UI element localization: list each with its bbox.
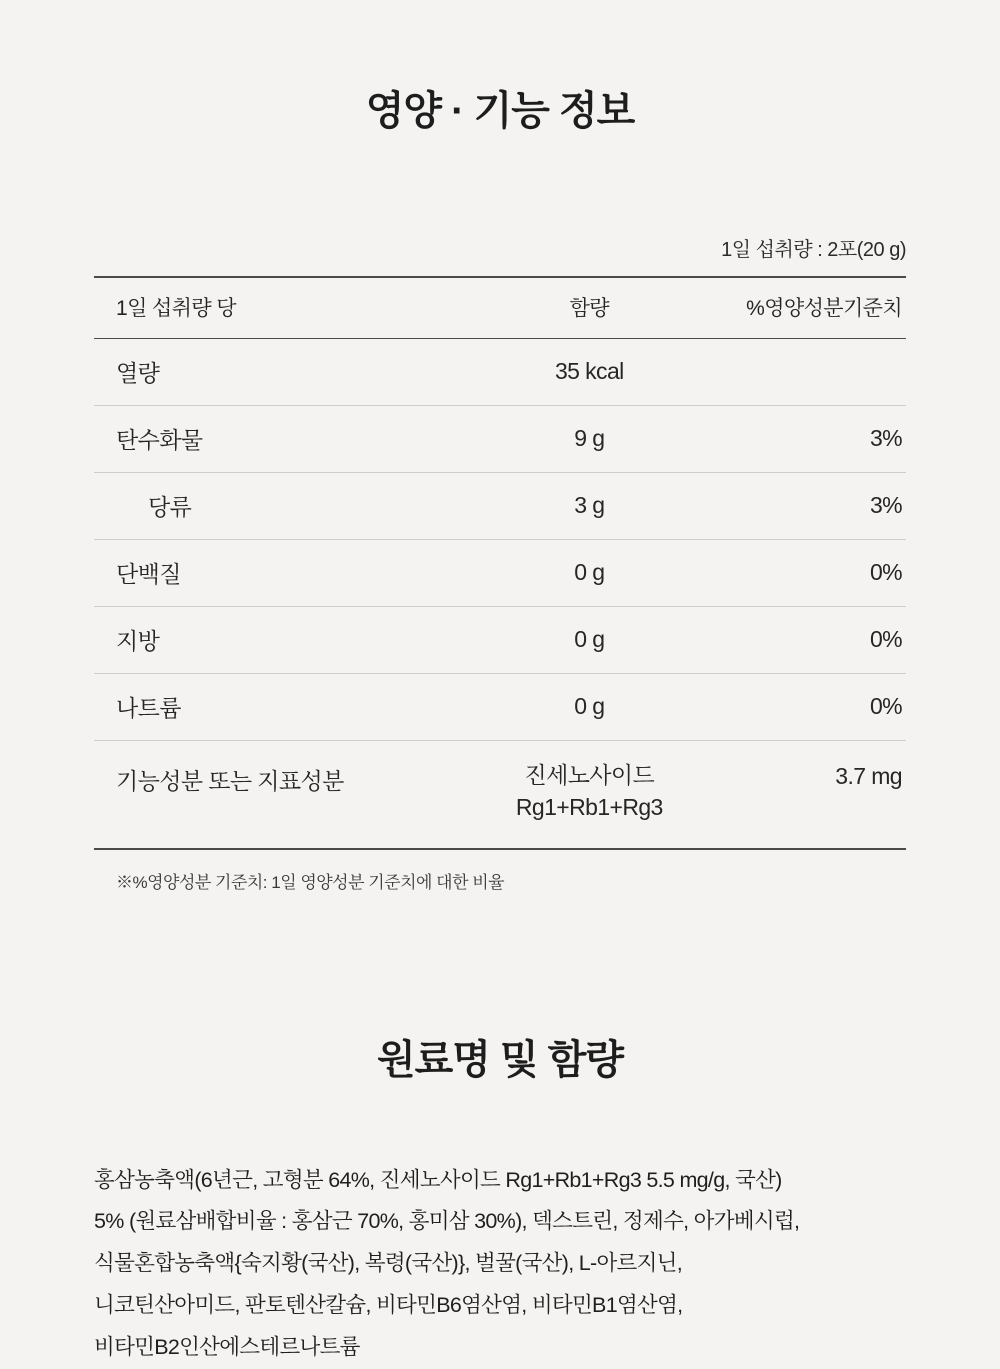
table-row — [94, 472, 906, 539]
table-row — [94, 606, 906, 673]
table-row — [94, 539, 906, 606]
table-row — [94, 673, 906, 740]
row-percent-carbohydrate: 3% — [711, 405, 906, 472]
functional-ingredient-line2: Rg1+Rb1+Rg3 — [468, 791, 712, 824]
functional-ingredient-line1: 진세노사이드 — [524, 762, 654, 788]
ingredients-list — [94, 1112, 906, 1369]
nutrition-facts-table — [94, 276, 906, 850]
row-label-calories: 열량 — [94, 338, 468, 405]
ingredients-line: 식물혼합농축액{숙지황(국산), 복령(국산)}, 벌꿀(국산), L-아르지닌, — [94, 1243, 906, 1285]
row-percent-protein: 0% — [711, 539, 906, 606]
row-amount-sodium: 0 g — [468, 673, 712, 740]
row-label-protein: 단백질 — [94, 539, 468, 606]
row-amount-fat: 0 g — [468, 606, 712, 673]
row-percent-calories — [711, 338, 906, 405]
ingredients-line: 비타민B2인산에스테르나트륨 — [94, 1327, 906, 1369]
column-header-label: 1일 섭취량 당 — [94, 277, 468, 339]
table-row — [94, 405, 906, 472]
row-label-sugars: 당류 — [94, 472, 468, 539]
ingredients-line: 니코틴산아미드, 판토텐산칼슘, 비타민B6염산염, 비타민B1염산염, — [94, 1285, 906, 1327]
nutrition-table-body — [94, 338, 906, 849]
row-amount-calories: 35 kcal — [468, 338, 712, 405]
row-label-sodium: 나트륨 — [94, 673, 468, 740]
table-row — [94, 740, 906, 849]
column-header-amount: 함량 — [468, 277, 712, 339]
row-amount-protein: 0 g — [468, 539, 712, 606]
nutrition-table-wrapper — [94, 276, 906, 850]
ingredients-line: 5% (원료삼배합비율 : 홍삼근 70%, 홍미삼 30%), 덱스트린, 정제수, 아가베시럽, — [94, 1201, 906, 1243]
row-label-fat: 지방 — [94, 606, 468, 673]
table-header-row — [94, 277, 906, 339]
row-percent-functional-ingredient: 3.7 mg — [711, 740, 906, 849]
daily-serving-size: 1일 섭취량 : 2포(20 g) — [94, 163, 906, 262]
ingredients-section-title: 원료명 및 함량 — [0, 920, 1000, 1085]
product-info-page — [0, 27, 1000, 1332]
row-label-carbohydrate: 탄수화물 — [94, 405, 468, 472]
nutrition-section-title: 영양 · 기능 정보 — [0, 27, 1000, 136]
nutrition-footnote: ※%영양성분 기준치: 1일 영양성분 기준치에 대한 비율 — [94, 850, 906, 893]
column-header-percent: %영양성분기준치 — [711, 277, 906, 339]
row-percent-sugars: 3% — [711, 472, 906, 539]
row-amount-sugars: 3 g — [468, 472, 712, 539]
nutrition-table-head — [94, 277, 906, 339]
row-amount-functional-ingredient — [468, 740, 712, 849]
row-amount-carbohydrate: 9 g — [468, 405, 712, 472]
row-percent-fat: 0% — [711, 606, 906, 673]
table-row — [94, 338, 906, 405]
ingredients-line: 홍삼농축액(6년근, 고형분 64%, 진세노사이드 Rg1+Rb1+Rg3 5.5 mg/g, 국산) — [94, 1160, 906, 1202]
row-label-functional-ingredient: 기능성분 또는 지표성분 — [94, 740, 468, 849]
row-percent-sodium: 0% — [711, 673, 906, 740]
